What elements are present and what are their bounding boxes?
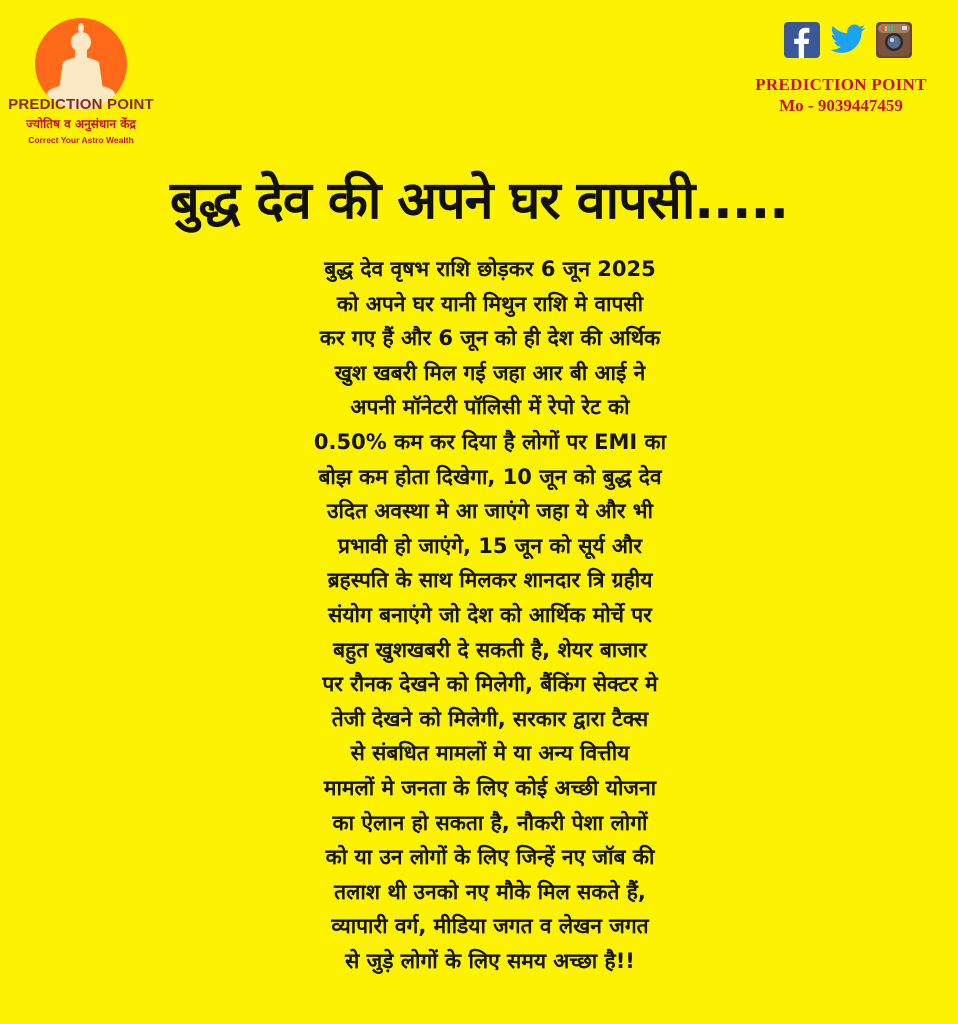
- body-line: अपनी मॉनेटरी पॉलिसी में रेपो रेट को: [350, 395, 630, 420]
- twitter-icon[interactable]: [830, 22, 866, 58]
- brand-logo: [6, 14, 156, 154]
- body-line: से संबधित मामलों मे या अन्य वित्तीय: [350, 741, 630, 766]
- body-line: खुश खबरी मिल गई जहा आर बी आई ने: [334, 360, 646, 385]
- logo-subtitle: ज्योतिष व अनुसंधान केंद्र: [26, 117, 136, 131]
- contact-phone: Mo - 9039447459: [779, 96, 903, 115]
- body-line: उदित अवस्था मे आ जाएंगे जहा ये और भी: [327, 499, 653, 524]
- body-line: का ऐलान हो सकता है, नौकरी पेशा लोगों: [332, 810, 648, 835]
- body-line: बुद्ध देव वृषभ राशि छोड़कर 6 जून 2025: [324, 257, 656, 281]
- body-line: को या उन लोगों के लिए जिन्हें नए जॉब की: [325, 845, 655, 870]
- body-paragraph: [240, 252, 740, 978]
- body-line: प्रभावी हो जाएंगे, 15 जून को सूर्य और: [338, 533, 642, 558]
- contact-name: PREDICTION POINT: [755, 75, 927, 94]
- contact-block: [734, 75, 948, 116]
- body-line: से जुड़े लोगों के लिए समय अच्छा है!!: [345, 948, 635, 973]
- body-line: को अपने घर यानी मिथुन राशि मे वापसी: [336, 291, 644, 316]
- body-line: 0.50% कम कर दिया है लोगों पर EMI का: [313, 429, 667, 454]
- facebook-icon[interactable]: [784, 22, 820, 58]
- body-line: मामलों मे जनता के लिए कोई अच्छी योजना: [323, 775, 657, 800]
- body-line: संयोग बनाएंगे जो देश को आर्थिक मोर्चे पर: [328, 602, 652, 627]
- body-line: ब्रहस्पति के साथ मिलकर शानदार त्रि ग्रहीय: [327, 568, 653, 593]
- headline: बुद्ध देव की अपने घर वापसी.....: [169, 171, 789, 231]
- body-line: बोझ कम होता दिखेगा, 10 जून को बुद्ध देव: [318, 464, 662, 489]
- body-line: बहुत खुशखबरी दे सकती है, शेयर बाजार: [333, 637, 647, 662]
- logo-tagline: Correct Your Astro Wealth: [28, 135, 134, 145]
- instagram-icon[interactable]: [876, 22, 912, 58]
- body-line: व्यापारी वर्ग, मीडिया जगत व लेखन जगत: [331, 914, 649, 939]
- logo-name: PREDICTION POINT: [8, 96, 154, 113]
- body-line: तेजी देखने को मिलेगी, सरकार द्वारा टैक्स: [331, 706, 649, 731]
- social-links: [784, 22, 912, 58]
- body-line: पर रौनक देखने को मिलेगी, बैंकिंग सेक्टर मे: [322, 672, 658, 697]
- body-line: कर गए हैं और 6 जून को ही देश की अर्थिक: [319, 326, 661, 351]
- body-line: तलाश थी उनको नए मौके मिल सकते हैं,: [334, 879, 646, 904]
